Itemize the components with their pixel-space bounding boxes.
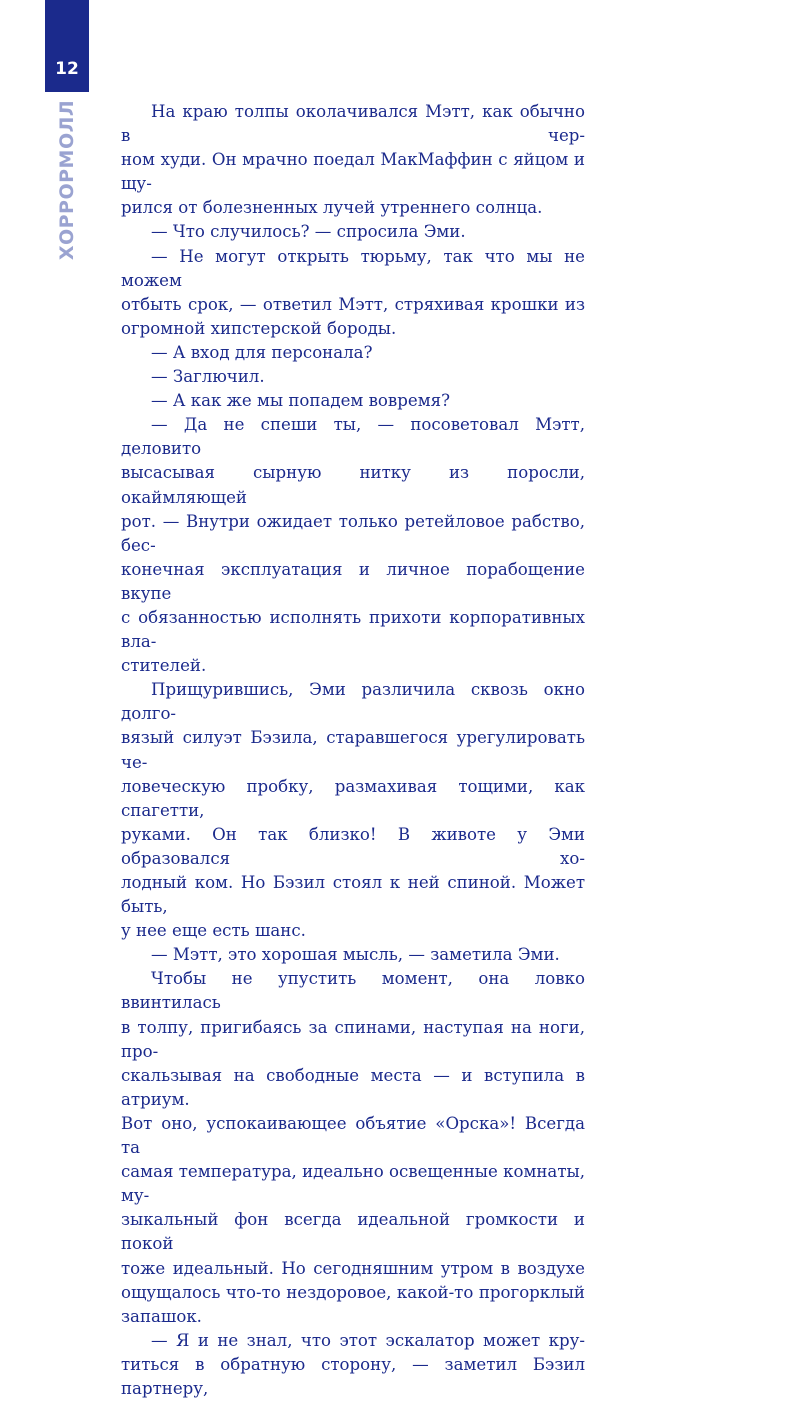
paragraph bbox=[121, 967, 585, 1328]
text-line: — Да не спеши ты, — посоветовал Мэтт, деловито bbox=[121, 415, 585, 459]
text-line: ном худи. Он мрачно поедал МакМаффин с яйцом и щу- bbox=[121, 150, 585, 194]
paragraph bbox=[121, 245, 585, 341]
text-line: зыкальный фон всегда идеальной громкости и покой bbox=[121, 1210, 585, 1254]
text-line: стителей. bbox=[121, 656, 207, 676]
paragraph bbox=[121, 100, 585, 220]
text-line: ощущалось что-то нездоровое, какой-то прогорклый bbox=[121, 1282, 585, 1302]
text-line: Чтобы не упустить момент, она ловко ввинтилась bbox=[121, 969, 585, 1013]
text-line: самая температура, идеально освещенные комнаты, му- bbox=[121, 1162, 585, 1206]
text-line: — Не могут открыть тюрьму, так что мы не можем bbox=[121, 246, 585, 290]
paragraph bbox=[121, 678, 585, 943]
text-line: — Заглючил. bbox=[151, 367, 265, 387]
text-line: — Что случилось? — спросила Эми. bbox=[151, 222, 466, 242]
text-line: На краю толпы околачивался Мэтт, как обычно в чер- bbox=[121, 102, 585, 146]
body-text bbox=[121, 100, 585, 1401]
text-line: — Мэтт, это хорошая мысль, — заметила Эми. bbox=[151, 945, 560, 965]
paragraph bbox=[121, 341, 585, 365]
running-title: ХОРРОРМОЛЛ bbox=[56, 99, 78, 261]
paragraph bbox=[121, 389, 585, 413]
text-line: рился от болезненных лучей утреннего солнца. bbox=[121, 198, 543, 218]
text-line: запашок. bbox=[121, 1306, 202, 1326]
text-line: Вот оно, успокаивающее объятие «Орска»! Всегда та bbox=[121, 1113, 585, 1158]
text-line: высасывая сырную нитку из поросли, окаймляющей bbox=[121, 463, 585, 507]
text-line: руками. Он так близко! В животе у Эми образовался хо- bbox=[121, 824, 585, 868]
text-line: тоже идеальный. Но сегодняшним утром в воздухе bbox=[121, 1258, 585, 1278]
text-line: вязый силуэт Бэзила, старавшегося урегулировать че- bbox=[121, 728, 585, 772]
paragraph bbox=[121, 413, 585, 678]
text-line: отбыть срок, — ответил Мэтт, стряхивая крошки из bbox=[121, 294, 585, 314]
text-line: скальзывая на свободные места — и вступила в атриум. bbox=[121, 1065, 585, 1109]
text-line: титься в обратную сторону, — заметил Бэзил партнеру, bbox=[121, 1354, 585, 1398]
paragraph bbox=[121, 1329, 585, 1401]
text-line: — А как же мы попадем вовремя? bbox=[151, 391, 450, 411]
paragraph bbox=[121, 220, 585, 244]
paragraph bbox=[121, 365, 585, 389]
text-line: в толпу, пригибаясь за спинами, наступая на ноги, про- bbox=[121, 1017, 585, 1061]
text-line: лодный ком. Но Бэзил стоял к ней спиной. Может быть, bbox=[121, 873, 585, 917]
text-line: конечная эксплуатация и личное порабощение вкупе bbox=[121, 559, 585, 603]
text-line: с обязанностью исполнять прихоти корпоративных вла- bbox=[121, 607, 585, 652]
text-line: ловеческую пробку, размахивая тощими, как спагетти, bbox=[121, 776, 585, 820]
text-line: у нее еще есть шанс. bbox=[121, 921, 306, 941]
page-number: 12 bbox=[55, 59, 79, 79]
text-line: рот. — Внутри ожидает только ретейловое рабство, бес- bbox=[121, 511, 585, 555]
text-line: — А вход для персонала? bbox=[151, 342, 373, 362]
text-line: — Я и не знал, что этот эскалатор может кру- bbox=[151, 1330, 585, 1350]
paragraph bbox=[121, 943, 585, 967]
text-line: огромной хипстерской бороды. bbox=[121, 318, 397, 338]
text-line: Прищурившись, Эми различила сквозь окно долго- bbox=[121, 680, 585, 724]
